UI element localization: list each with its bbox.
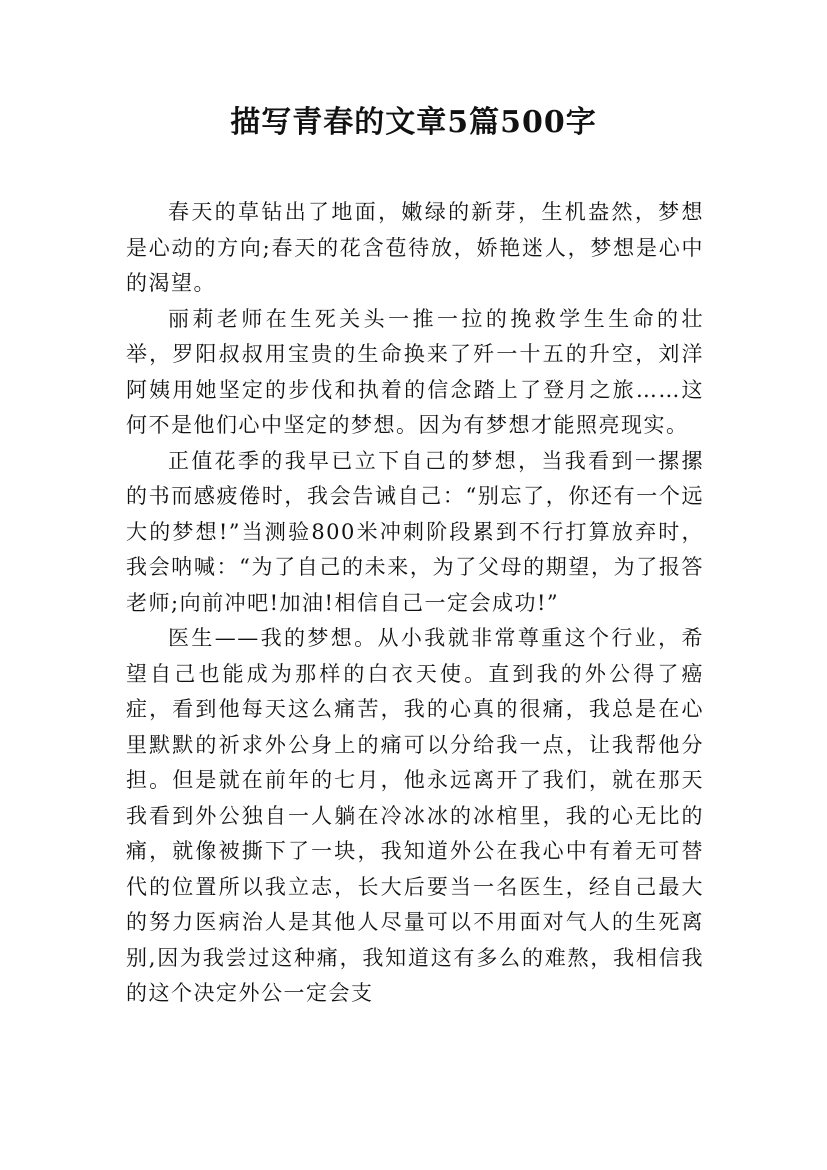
paragraph-1: 春天的草钻出了地面，嫩绿的新芽，生机盎然，梦想是心动的方向;春天的花含苞待放，娇艳迷人，梦想是心中的渴望。 [126, 200, 704, 295]
paragraph-2: 丽莉老师在生死关头一推一拉的挽救学生生命的壮举，罗阳叔叔用宝贵的生命换来了歼一十五的升空，刘洋阿姨用她坚定的步伐和执着的信念踏上了登月之旅……这何不是他们心中坚定的梦想。因为有梦想才能照亮现实。 [126, 306, 704, 437]
paragraph-4: 医生——我的梦想。从小我就非常尊重这个行业，希望自己也能成为那样的白衣天使。直到我的外公得了癌症，看到他每天这么痛苦，我的心真的很痛，我总是在心里默默的祈求外公身上的痛可以分给我一点，让我帮他分担。但是就在前年的七月，他永远离开了我们，就在那天我看到外公独自一人躺在冷冰冰的冰棺里，我的心无比的痛，就像被撕下了一块，我知道外公在我心中有着无可替代的位置所以我立志，长大后要当一名医生，经自己最大的努力医病治人是其他人尽量可以不用面对气人的生死离别,因为我尝过这种痛，我知道这有多么的难熬，我相信我的这个决定外公一定会支 [126, 626, 704, 1005]
document-title: 描写青春的文章5篇500字 [230, 105, 597, 140]
document-body [126, 195, 704, 1012]
paragraph-3: 正值花季的我早已立下自己的梦想，当我看到一摞摞的书而感疲倦时，我会告诫自己：“别忘了，你还有一个远大的梦想!”当测验800米冲刺阶段累到不行打算放弃时，我会呐喊：“为了自己的未来，为了父母的期望，为了报答老师;向前冲吧!加油!相信自己一定会成功!” [126, 448, 704, 615]
